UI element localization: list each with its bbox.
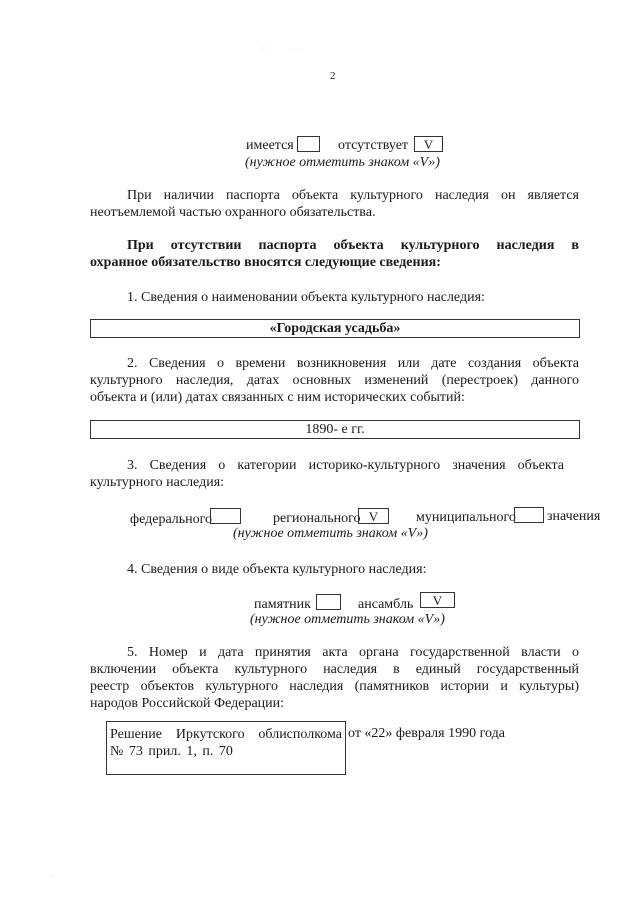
item5-line: включении объекта культурного наследия в единый государственный — [90, 662, 579, 677]
item3-line: 3. Сведения о категории историко-культурного значения объекта — [127, 458, 564, 473]
item5-line: 5. Номер и дата принятия акта органа государственной власти о — [127, 645, 579, 660]
page-number: 2 — [330, 70, 336, 82]
ensemble-checkbox[interactable]: V — [420, 592, 455, 608]
ensemble-label: ансамбль — [358, 597, 414, 612]
paragraph-line: При наличии паспорта объекта культурного наследия он является — [127, 188, 579, 203]
regional-label: регионального — [273, 511, 361, 526]
scan-artifact-icon: · · · — [288, 46, 300, 55]
item1-heading: 1. Сведения о наименовании объекта культурного наследия: — [127, 290, 485, 305]
item2-line: культурного наследия, датах основных изменений (перестроек) данного — [90, 373, 579, 388]
municipal-checkbox[interactable] — [514, 507, 544, 523]
item2-line: 2. Сведения о времени возникновения или дате создания объекта — [127, 356, 579, 371]
item3-line: культурного наследия: — [90, 475, 225, 490]
present-checkbox[interactable] — [297, 136, 320, 152]
bold-paragraph-line: При отсутствии паспорта объекта культурного наследия в — [127, 238, 579, 253]
item5-line: реестр объектов культурного наследия (памятников истории и культуры) — [90, 679, 579, 694]
absent-checkbox[interactable]: V — [414, 136, 443, 152]
present-label: имеется — [246, 138, 294, 153]
registry-act-box — [106, 721, 346, 775]
object-name-field: «Городская усадьба» — [90, 319, 580, 338]
monument-checkbox[interactable] — [316, 594, 341, 610]
registry-act-line: Решение Иркутского облисполкома — [110, 727, 342, 742]
municipal-label: муниципального — [416, 510, 516, 525]
scan-artifact-icon: · · — [262, 44, 270, 53]
mark-hint: (нужное отметить знаком «V») — [233, 526, 428, 541]
absent-label: отсутствует — [338, 138, 409, 153]
registry-act-line: № 73 прил. 1, п. 70 — [110, 744, 233, 759]
item5-line: народов Российской Федерации: — [90, 696, 285, 711]
bold-paragraph-line: охранное обязательство вносятся следующие сведения: — [90, 255, 441, 270]
item2-line: объекта и (или) датах связанных с ним исторических событий: — [90, 390, 465, 405]
mark-hint: (нужное отметить знаком «V») — [250, 612, 445, 627]
registry-act-date: от «22» февраля 1990 года — [348, 726, 505, 741]
mark-hint: (нужное отметить знаком «V») — [245, 155, 440, 170]
creation-date-field: 1890- е гг. — [90, 420, 580, 439]
federal-checkbox[interactable] — [210, 508, 241, 524]
significance-label: значения — [547, 509, 601, 524]
regional-checkbox[interactable]: V — [358, 508, 389, 524]
monument-label: памятник — [254, 597, 311, 612]
federal-label: федерального — [130, 512, 213, 527]
scan-artifact-icon: · — [52, 872, 55, 881]
paragraph-line: неотъемлемой частью охранного обязательства. — [90, 205, 376, 220]
item4-heading: 4. Сведения о виде объекта культурного наследия: — [127, 562, 427, 577]
